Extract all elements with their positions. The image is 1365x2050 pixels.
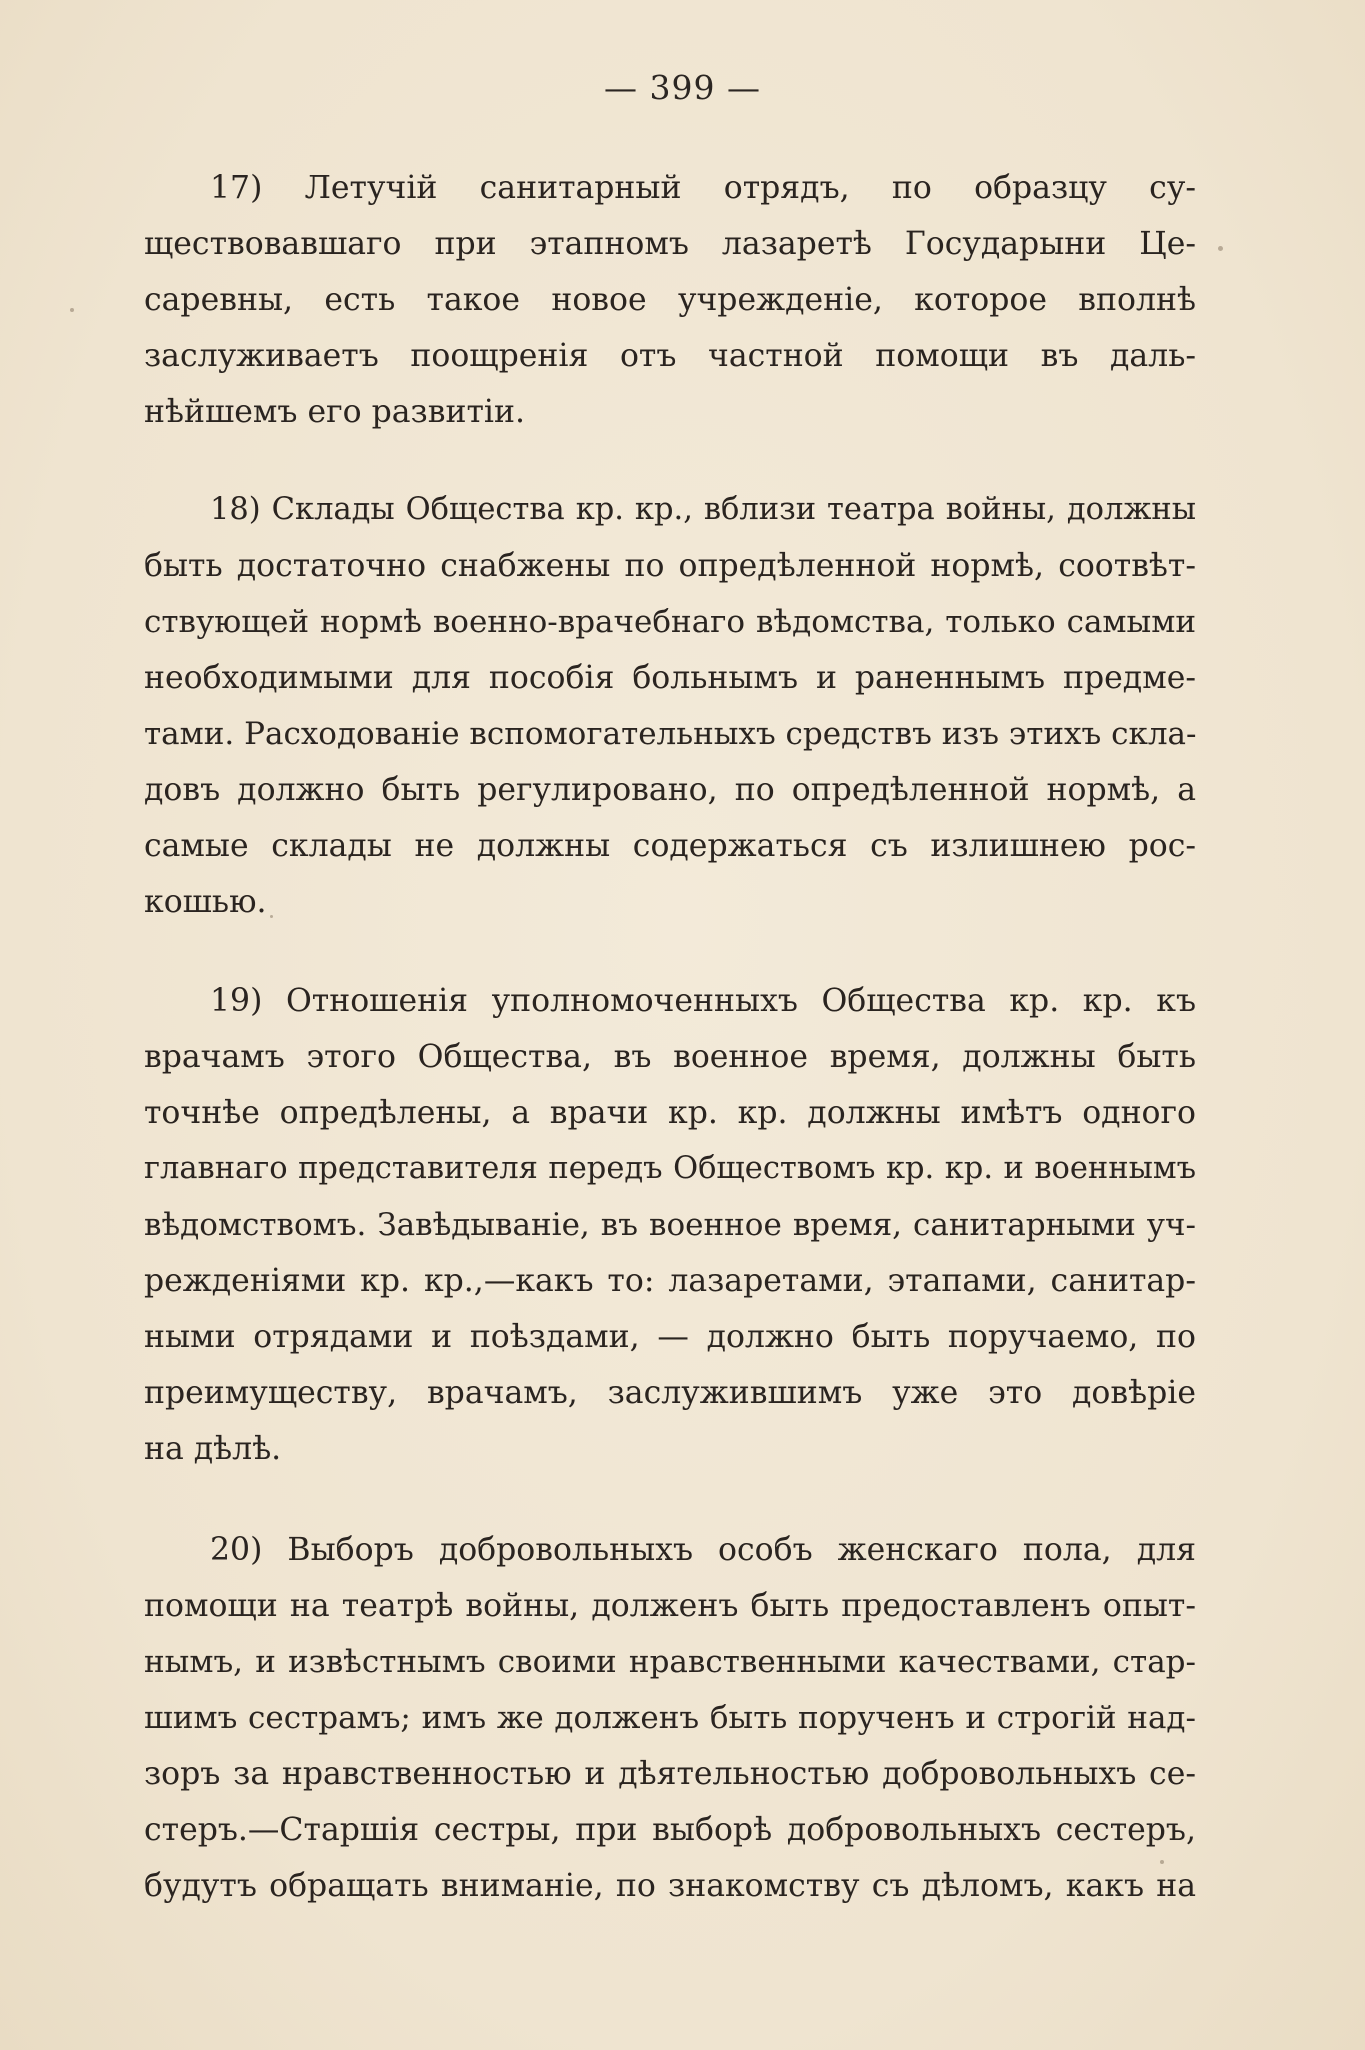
paragraph-line: врачамъ этого Общества, въ военное время, должны быть: [144, 1039, 1196, 1075]
paragraph-line: ществовавшаго при этапномъ лазаретѣ Государыни Це-: [144, 226, 1196, 262]
paragraph-line: преимуществу, врачамъ, заслужившимъ уже это довѣріе: [144, 1375, 1196, 1411]
paragraph-line: необходимыми для пособія больнымъ и раненнымъ предме-: [144, 660, 1196, 696]
paper-speck: [70, 308, 74, 312]
paragraph-17: [144, 160, 1196, 440]
paragraph-line: 19) Отношенія уполномоченныхъ Общества кр. кр. къ: [210, 983, 1196, 1019]
paragraph-line: стеръ.—Старшія сестры, при выборѣ добровольныхъ сестеръ,: [144, 1812, 1196, 1848]
paragraph-line: зоръ за нравственностью и дѣятельностью добровольныхъ се-: [144, 1756, 1196, 1792]
paragraph-20: [144, 1522, 1196, 1914]
page-number: — 399 —: [604, 68, 761, 107]
paragraph-line: довъ должно быть регулировано, по опредѣленной нормѣ, а: [144, 772, 1196, 808]
paragraph-18: [144, 482, 1196, 930]
paragraph-line: саревны, есть такое новое учрежденіе, которое вполнѣ: [144, 282, 1196, 318]
paragraph-line: будутъ обращать вниманіе, по знакомству съ дѣломъ, какъ на: [144, 1868, 1196, 1904]
paragraph-line: нѣйшемъ его развитіи.: [144, 394, 525, 430]
paragraph-line: 20) Выборъ добровольныхъ особъ женскаго пола, для: [210, 1532, 1196, 1568]
paragraph-line: 18) Склады Общества кр. кр., вблизи театра войны, должны: [210, 492, 1196, 527]
paragraph-line: самые склады не должны содержаться съ излишнею рос-: [144, 828, 1196, 864]
paragraph-line: ными отрядами и поѣздами, — должно быть поручаемо, по: [144, 1319, 1196, 1355]
paragraph-line: на дѣлѣ.: [144, 1431, 282, 1467]
paragraph-line: заслуживаетъ поощренія отъ частной помощи въ даль-: [144, 338, 1196, 374]
paragraph-line: кошью.: [144, 884, 267, 920]
paragraph-line: нымъ, и извѣстнымъ своими нравственными качествами, стар-: [144, 1644, 1196, 1680]
paragraph-line: быть достаточно снабжены по опредѣленной нормѣ, соотвѣт-: [144, 548, 1196, 584]
paragraph-line: ствующей нормѣ военно-врачебнаго вѣдомства, только самыми: [144, 604, 1196, 640]
paragraph-line: 17) Летучій санитарный отрядъ, по образцу су-: [210, 170, 1196, 206]
paper-speck: [270, 915, 273, 918]
paper-speck: [1218, 246, 1223, 251]
paragraph-line: режденіями кр. кр.,—какъ то: лазаретами, этапами, санитар-: [144, 1263, 1196, 1299]
paper-speck: [1160, 1860, 1164, 1864]
paragraph-line: помощи на театрѣ войны, долженъ быть предоставленъ опыт-: [144, 1588, 1196, 1624]
paragraph-line: шимъ сестрамъ; имъ же долженъ быть порученъ и строгій над-: [144, 1700, 1196, 1736]
paragraph-19: [144, 973, 1196, 1477]
paragraph-line: главнаго представителя передъ Обществомъ кр. кр. и военнымъ: [144, 1151, 1196, 1186]
paragraph-line: вѣдомствомъ. Завѣдываніе, въ военное время, санитарными уч-: [144, 1207, 1196, 1243]
paragraph-line: точнѣе опредѣлены, а врачи кр. кр. должны имѣтъ одного: [144, 1095, 1196, 1131]
paragraph-line: тами. Расходованіе вспомогательныхъ средствъ изъ этихъ скла-: [144, 716, 1196, 752]
